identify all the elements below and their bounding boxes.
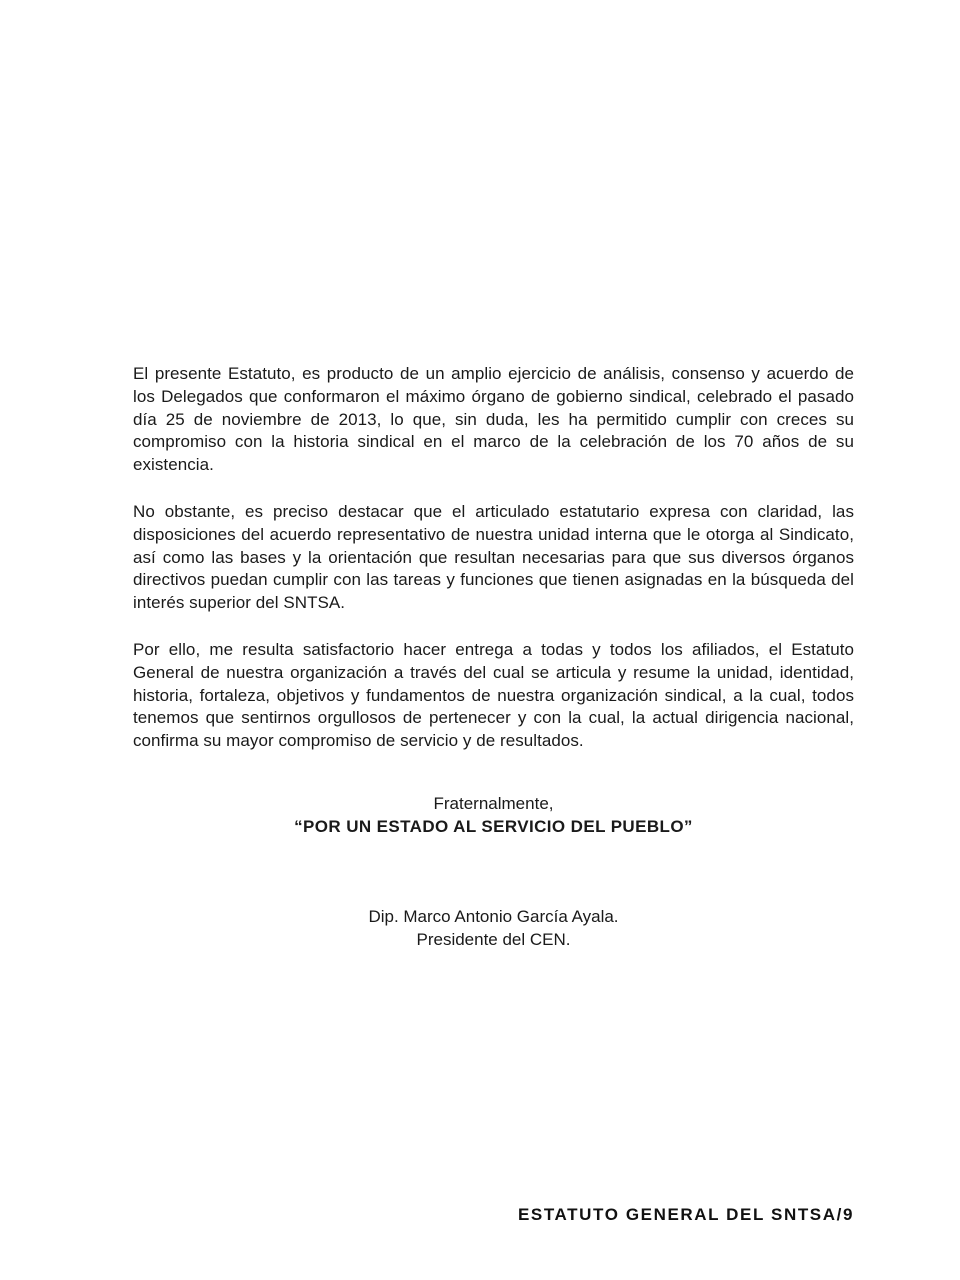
page-footer: ESTATUTO GENERAL DEL SNTSA/9 [517,1205,854,1224]
paragraph-2: No obstante, es preciso destacar que el articulado estatutario expresa con claridad, las disposiciones del acuerdo representativo de nuestra unidad interna que le otorga al Sindicato, así como las bases y la orientación que resultan necesarias para que sus diversos órganos directivos puedan cumplir con las tareas y funciones que tienen asignadas en la búsqueda del interés superior del SNTSA. [133,501,854,613]
letter-body [133,363,854,777]
motto: “POR UN ESTADO AL SERVICIO DEL PUEBLO” [294,817,693,836]
paragraph-1: El presente Estatuto, es producto de un amplio ejercicio de análisis, consenso y acuerdo de los Delegados que conformaron el máximo órgano de gobierno sindical, celebrado el pasado día 25 de noviembre de 2013, lo que, sin duda, les ha permitido cumplir con creces su compromiso con la historia sindical en el marco de la celebración de los 70 años de su existencia. [133,364,854,475]
signature-block [133,905,854,951]
salutation: Fraternalmente, [433,794,554,813]
paragraph-3: Por ello, me resulta satisfactorio hacer entrega a todas y todos los afiliados, el Estatuto General de nuestra organización a través del cual se articula y resume la unidad, identidad, historia, fortaleza, objetivos y fundamentos de nuestra organización sindical, a la cual, todos tenemos que sentirnos orgullosos de pertenecer y con la cual, la actual dirigencia nacional, confirma su mayor compromiso de servicio y de resultados. [133,639,854,751]
signatory-role: Presidente del CEN. [416,930,571,949]
signatory-name: Dip. Marco Antonio García Ayala. [368,907,619,926]
closing-block [133,792,854,838]
